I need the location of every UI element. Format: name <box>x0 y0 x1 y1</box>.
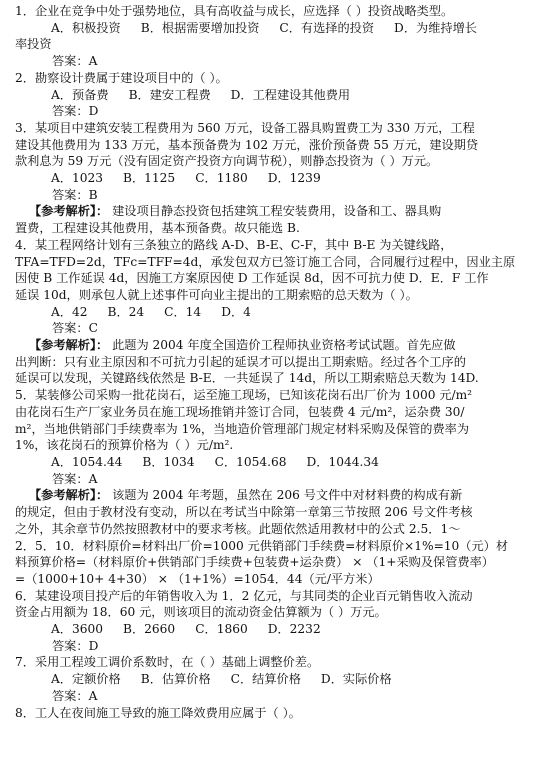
option: D．工程建设其他费用 <box>230 87 351 102</box>
question-text-line: 由花岗石生产厂家业务员在施工现场推销并签订合同，包装费 4 元/m²，运杂费 30/ <box>15 404 465 419</box>
question-text-line: 款利息为 59 万元（没有固定资产投资方向调节税），则静态投资为（ ）万元。 <box>15 154 439 169</box>
analysis-line <box>15 554 546 571</box>
option: B．2660 <box>123 622 176 637</box>
options-row <box>15 170 546 187</box>
analysis-label: 【参考解析】： <box>29 338 109 353</box>
option: D．1044.34 <box>306 454 379 469</box>
option: D．4 <box>221 304 251 319</box>
analysis-text: 置费，工程建设其他费用，基本预备费。故只能选 B. <box>15 221 300 236</box>
analysis-label: 【参考解析】： <box>29 488 109 503</box>
option: C．1860 <box>195 622 248 637</box>
analysis-line <box>15 354 546 371</box>
question-text-line: 3．某项目中建筑安装工程费用为 560 万元，设备工器具购置费工为 330 万元，工程 <box>15 120 475 135</box>
analysis-line <box>15 370 546 387</box>
analysis-line <box>15 571 546 588</box>
option: A．1054.44 <box>51 454 123 469</box>
question-1 <box>15 3 546 70</box>
option: C．结算价格 <box>230 672 301 687</box>
options-row <box>15 87 546 104</box>
option: A．积极投资 <box>51 20 121 35</box>
analysis-text: 延误可以发现，关键路线依然是 B-E．一共延误了 14d，所以工期索赔总天数为 14D. <box>15 371 479 386</box>
option: C．有选择的投资 <box>279 20 375 35</box>
option: C．14 <box>164 304 202 319</box>
analysis-text: 的规定，但由于教材没有变动，所以在考试当中除第一章第三节按照 206 号文件考核 <box>15 505 473 520</box>
answer-label: 答案： <box>52 104 89 119</box>
answer-line <box>15 187 546 204</box>
question-text-line: TFA=TFD=2d，TFc=TFF=4d，承发包双方已签订施工合同，合同履行过程中，因业主原 <box>15 254 516 269</box>
question-text-line: m²，当地供销部门手续费率为 1%，当地造价管理部门规定材料采购及保管的费率为 <box>15 421 470 436</box>
answer-value: D <box>88 638 99 653</box>
options-row <box>15 304 546 321</box>
analysis-text: 此题为 2004 年度全国造价工程师执业资格考试试题。首先应做 <box>112 338 456 353</box>
answer-line <box>15 471 546 488</box>
question-text-line: 4．某工程网络计划有三条独立的路线 A-D、B-E、C-F，其中 B-E 为关键线路， <box>15 237 453 252</box>
option: C．1180 <box>195 171 248 186</box>
option-continuation: 率投资 <box>15 37 52 52</box>
question-text-line: 建设其他费用为 133 万元，基本预备费为 102 万元，涨价预备费 55 万元，建设期贷 <box>15 137 479 152</box>
answer-line <box>15 103 546 120</box>
option: B．建安工程费 <box>128 87 211 102</box>
answer-label: 答案： <box>52 471 89 486</box>
analysis-line <box>15 220 546 237</box>
option: D．1239 <box>267 171 321 186</box>
options-row <box>15 20 546 37</box>
option: A．定额价格 <box>51 672 121 687</box>
analysis-text: =（1000+10+ 4+30） × （1+1%）=1054．44（元/平方米） <box>15 571 380 586</box>
question-text-line: 2．勘察设计费属于建设项目中的（ ）。 <box>15 70 228 85</box>
option: D．2232 <box>267 622 321 637</box>
question-4 <box>15 237 546 387</box>
answer-value: D <box>88 104 99 119</box>
answer-line <box>15 320 546 337</box>
question-text-line: 7．采用工程竣工调价系数时，在（ ）基础上调整价差。 <box>15 655 320 670</box>
answer-value: C <box>88 321 98 336</box>
question-text-line: 延误 10d，则承包人就上述事件可向业主提出的工期索赔的总天数为（ ）。 <box>15 287 418 302</box>
option: D．为维持增长 <box>394 20 477 35</box>
answer-line <box>15 638 546 655</box>
options-row <box>15 671 546 688</box>
option: B．根据需要增加投资 <box>140 20 260 35</box>
question-7 <box>15 654 546 704</box>
analysis-line <box>15 203 546 220</box>
answer-label: 答案： <box>52 638 89 653</box>
option: B．估算价格 <box>140 672 211 687</box>
option: B．24 <box>107 304 145 319</box>
analysis-line <box>15 521 546 538</box>
question-text-line: 5．某装修公司采购一批花岗石，运至施工现场，已知该花岗石出厂价为 1000 元/m² <box>15 388 473 403</box>
analysis-text: 建设项目静态投资包括建筑工程安装费用，设备和工、器具购 <box>112 204 442 219</box>
question-text-line: 6．某建设项目投产后的年销售收入为 1．2 亿元，与其同类的企业百元销售收入流动 <box>15 588 473 603</box>
option: A．预备费 <box>51 87 109 102</box>
option: B．1034 <box>142 454 195 469</box>
options-row <box>15 454 546 471</box>
question-text-line: 因使 B 工作延误 4d，因施工方案原因使 D 工作延误 8d，因不可抗力使 D．E．F 工作 <box>15 271 489 286</box>
analysis-text: 出判断：只有业主原因和不可抗力引起的延误才可以提出工期索赔。经过各个工序的 <box>15 354 466 369</box>
answer-line <box>15 688 546 705</box>
question-8 <box>15 705 546 722</box>
analysis-line <box>15 504 546 521</box>
question-text-line: 资金占用额为 18．60 元，则该项目的流动资金估算额为（ ）万元。 <box>15 605 387 620</box>
answer-line <box>15 53 546 70</box>
analysis-label: 【参考解析】： <box>29 204 109 219</box>
analysis-text: 2．5．10．材料原价=材料出厂价=1000 元供销部门手续费=材料原价×1%=10（元）材 <box>15 538 509 553</box>
question-text-line: 1%，该花岗石的预算价格为（ ）元/m². <box>15 438 234 453</box>
question-text-line: 8．工人在夜间施工导致的施工降效费用应属于（ ）。 <box>15 705 301 720</box>
option: A．42 <box>51 304 88 319</box>
question-text-line: 1．企业在竞争中处于强势地位，具有高收益与成长，应选择（ ）投资战略类型。 <box>15 4 454 18</box>
answer-value: A <box>88 688 98 703</box>
answer-label: 答案： <box>52 688 89 703</box>
analysis-line <box>15 538 546 555</box>
analysis-text: 之外，其余章节仍然按照教材中的要求考核。此题依然适用教材中的公式 2.5．1～ <box>15 521 461 536</box>
answer-label: 答案： <box>52 321 89 336</box>
question-2 <box>15 70 546 120</box>
option: B．1125 <box>123 171 176 186</box>
answer-value: A <box>88 54 98 69</box>
answer-label: 答案： <box>52 54 89 69</box>
question-5 <box>15 387 546 587</box>
option: A．1023 <box>51 171 104 186</box>
answer-label: 答案： <box>52 187 89 202</box>
option: D．实际价格 <box>320 672 392 687</box>
option: A．3600 <box>51 622 104 637</box>
analysis-line <box>15 337 546 354</box>
analysis-line <box>15 487 546 504</box>
analysis-text: 料预算价格=（材料原价+供销部门手续费+包装费+运杂费） × （1+采购及保管费率） <box>15 555 494 570</box>
question-3 <box>15 120 546 237</box>
answer-value: A <box>88 471 98 486</box>
options-row <box>15 621 546 638</box>
analysis-text: 该题为 2004 年考题，虽然在 206 号文件中对材料费的构成有新 <box>112 488 463 503</box>
option: C．1054.68 <box>214 454 287 469</box>
answer-value: B <box>88 187 98 202</box>
question-6 <box>15 588 546 655</box>
